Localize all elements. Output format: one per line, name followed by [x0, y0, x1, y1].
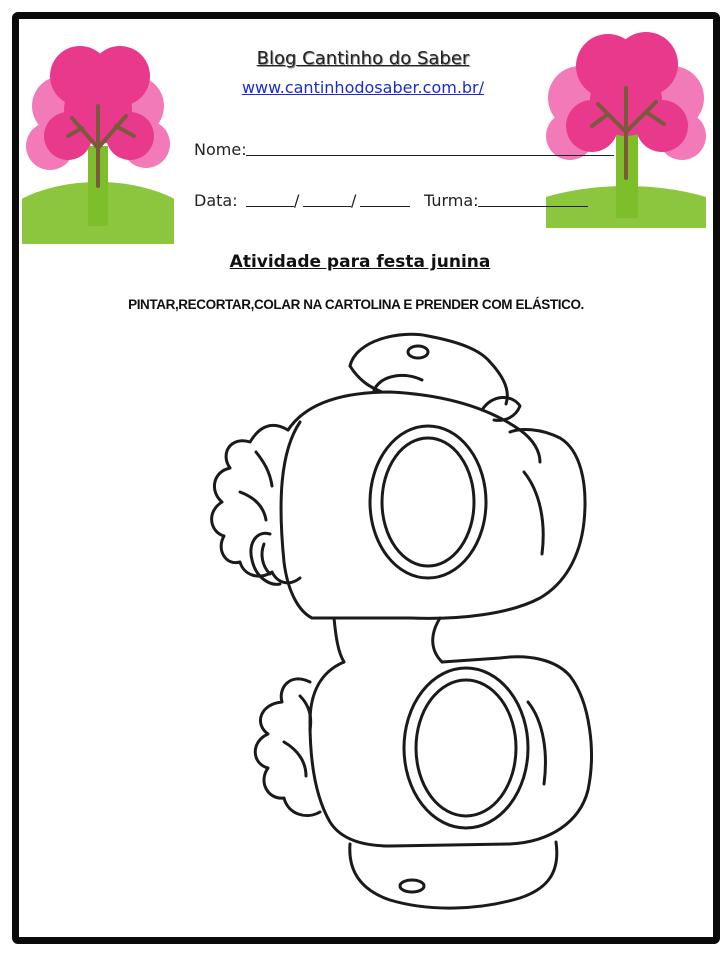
date-year-line[interactable]	[360, 206, 410, 207]
activity-instructions: PINTAR,RECORTAR,COLAR NA CARTOLINA E PRENDER COM ELÁSTICO.	[128, 297, 584, 312]
date-separator: /	[351, 191, 357, 210]
date-month-line[interactable]	[303, 206, 351, 207]
class-line[interactable]	[478, 206, 588, 207]
date-label: Data:	[194, 191, 238, 210]
name-line[interactable]	[246, 155, 614, 156]
pink-tree-icon	[22, 36, 174, 244]
blog-title: Blog Cantinho do Saber	[256, 48, 470, 69]
mask-outline-drawing	[160, 322, 610, 922]
blog-url-link[interactable]: www.cantinhodosaber.com.br/	[241, 78, 485, 97]
name-label: Nome:	[194, 140, 247, 159]
activity-title: Atividade para festa junina	[229, 252, 491, 272]
date-separator: /	[294, 191, 300, 210]
date-day-line[interactable]	[246, 206, 294, 207]
class-label: Turma:	[424, 191, 479, 210]
pink-tree-icon	[546, 28, 706, 228]
